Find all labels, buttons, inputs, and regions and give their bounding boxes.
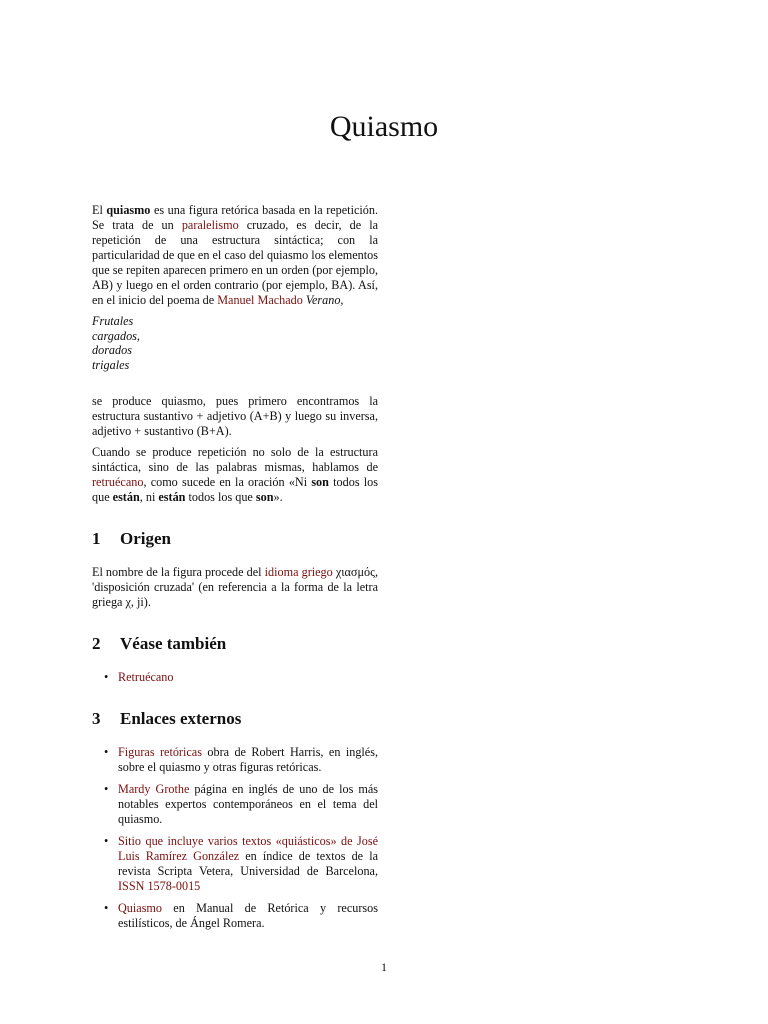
text-span: El [92, 203, 107, 217]
intro-paragraph-2: se produce quiasmo, pues primero encontramos la estructura sustantivo + adjetivo (A+B) y luego su inversa, adjetivo + sustantivo (B+A). [92, 394, 378, 439]
section-number: 2 [92, 634, 101, 654]
origen-paragraph [92, 565, 378, 610]
text-span: cruzado, es decir, de la repetición de una estructura sintáctica; con la particularidad de que en el caso del quiasmo los elementos que se repiten aparecen primero en un orden (por ejemplo, AB) y luego en el orden contrario (por ejemplo, BA). Así, en el inicio del poema de [92, 218, 379, 307]
list-item [92, 901, 378, 931]
text-span: es una figura retórica basada en la repetición. Se trata de un [92, 203, 378, 232]
bold-word: son [311, 475, 329, 490]
section-number: 3 [92, 709, 101, 729]
list-item [92, 745, 378, 775]
link-manuel-machado[interactable]: Manuel Machado [217, 293, 303, 307]
text-span: , como sucede en la oración «Ni [143, 475, 312, 490]
section-heading-origen [92, 529, 378, 549]
intro-paragraph-1 [92, 203, 378, 308]
text-span: El nombre de la figura procede del [92, 565, 265, 580]
article-column [92, 203, 378, 938]
poem-title: Verano [305, 293, 341, 307]
bold-word: están [112, 490, 140, 505]
text-span: todos los que [92, 475, 378, 505]
text-span: todos los que [185, 490, 256, 505]
bullet-icon: • [104, 782, 109, 797]
page-title: Quiasmo [329, 110, 439, 143]
verse-block [92, 314, 378, 372]
text-span: en índice de textos de la revista Scripta Vetera, Universidad de Barcelona, [118, 849, 378, 879]
verse-line: cargados, [92, 328, 140, 343]
intro-paragraph-3 [92, 445, 378, 505]
link-sitio-quiasticos[interactable]: Sitio que incluye varios textos «quiásticos» de José Luis Ramírez González [118, 834, 378, 864]
list-item [92, 782, 378, 827]
bold-word: son [255, 490, 274, 505]
section-heading-enlaces [92, 709, 378, 729]
verse-line: trigales [92, 357, 130, 372]
link-mardy-grothe[interactable]: Mardy Grothe [118, 782, 190, 797]
link-issn[interactable]: ISSN 1578-0015 [118, 879, 201, 894]
text-span: , ni [139, 490, 159, 505]
section-heading-vease [92, 634, 378, 654]
link-retruecano[interactable]: retruécano [92, 475, 144, 490]
link-quiasmo-manual[interactable]: Quiasmo [118, 901, 163, 916]
bullet-icon: • [104, 670, 109, 685]
verse-line: Frutales [92, 314, 134, 328]
text-span: ». [273, 490, 283, 505]
bold-term: quiasmo [106, 203, 151, 217]
section-title: Enlaces externos [120, 709, 242, 729]
bullet-icon: • [104, 901, 109, 916]
text-span: Cuando se produce repetición no solo de la estructura sintáctica, sino de las palabras mismas, hablamos de [92, 445, 378, 475]
see-also-list [92, 670, 378, 685]
link-paralelismo[interactable]: paralelismo [181, 218, 239, 232]
external-links-list [92, 745, 378, 931]
page-number: 1 [381, 960, 387, 974]
section-number: 1 [92, 529, 101, 549]
bold-word: están [158, 490, 186, 505]
bullet-icon: • [104, 745, 109, 760]
bullet-icon: • [104, 834, 109, 849]
text-span: , [340, 293, 344, 307]
text-span: χιασμός, 'disposición cruzada' (en referencia a la forma de la letra griega χ, ji). [92, 565, 378, 610]
list-item [92, 670, 378, 685]
link-retruecano-see-also[interactable]: Retruécano [118, 670, 174, 685]
section-title: Véase también [120, 634, 227, 654]
verse-line: dorados [92, 343, 132, 358]
text-span: página en inglés de uno de los más notables expertos contemporáneos en el tema del quiasmo. [118, 782, 378, 827]
link-figuras-retoricas[interactable]: Figuras retóricas [118, 745, 202, 760]
section-title: Origen [120, 529, 171, 549]
text-span: obra de Robert Harris, en inglés, sobre el quiasmo y otras figuras retóricas. [118, 745, 378, 775]
link-idioma-griego[interactable]: idioma griego [264, 565, 333, 580]
text-span: en Manual de Retórica y recursos estilísticos, de Ángel Romera. [118, 901, 378, 931]
list-item [92, 834, 378, 894]
